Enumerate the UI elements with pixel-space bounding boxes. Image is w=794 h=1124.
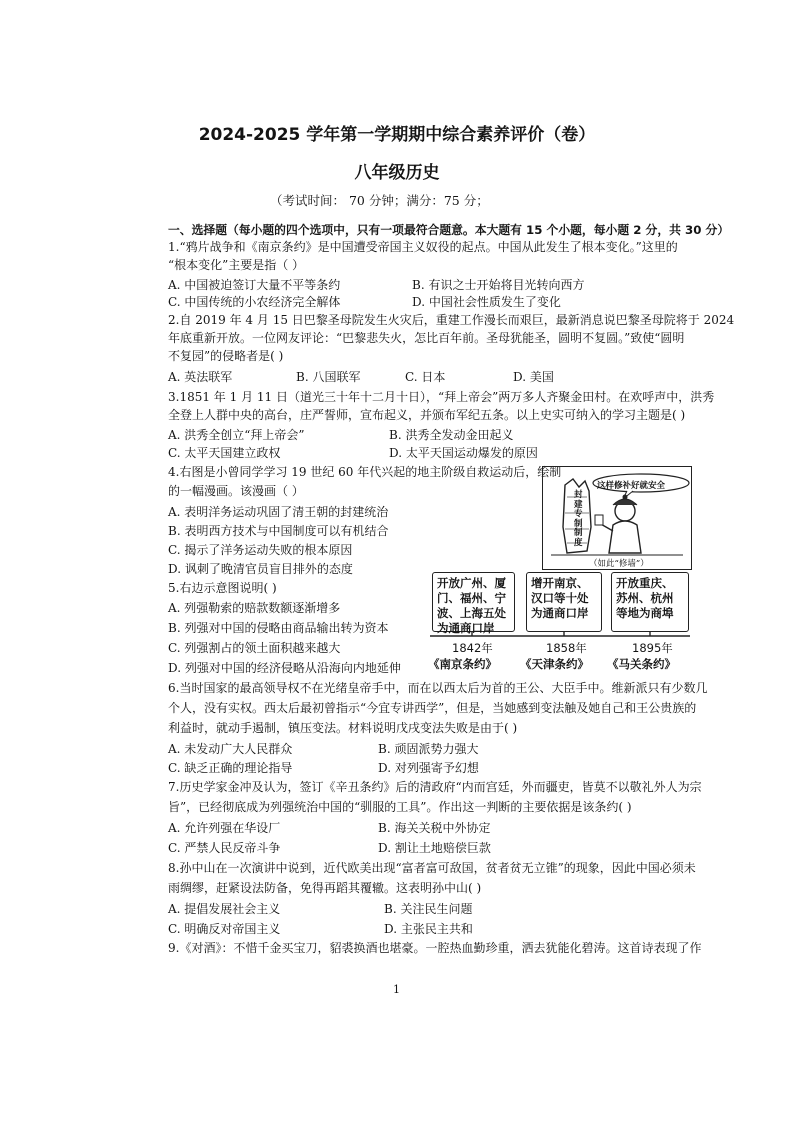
q8-stem-line1: 8.孙中山在一次演讲中说到，近代欧美出现“富者富可敌国，贫者贫无立锥”的现象，因此中国必须未 [168,861,696,875]
exam-title: 2024-2025 学年第一学期期中综合素养评价（卷） [198,125,596,145]
timeline-box-1895: 开放重庆、苏州、杭州等地为商埠 [611,572,689,632]
q6-option-c: C. 缺乏正确的理论指导 [168,761,293,775]
q6-stem-line2: 个人，没有实权。西太后最初曾指示“今宜专讲西学”，但是，当她感到变法触及她自己和王公贵族的 [168,701,697,715]
q4-option-b: B. 表明西方技术与中国制度可以有机结合 [168,524,389,538]
q2-option-a: A. 英法联军 [168,370,233,384]
timeline-box-1842: 开放广州、厦门、福州、宁波、上海五处为通商口岸 [432,572,515,632]
q4-option-d: D. 讽刺了晚清官员盲目排外的态度 [168,562,353,576]
timeline-box-1858: 增开南京、汉口等十处为通商口岸 [526,572,602,632]
exam-subject: 八年级历史 [354,163,440,183]
q5-stem: 5.右边示意图说明( ) [168,581,277,595]
q6-option-a: A. 未发动广大人民群众 [168,742,293,756]
timeline-treaty-nanjing: 《南京条约》 [428,657,497,671]
q1-option-a: A. 中国被迫签订大量不平等条约 [168,278,341,292]
q7-stem-line1: 7.历史学家金冲及认为，签订《辛丑条约》后的清政府“内而宫廷，外而疆吏，皆莫不以敬礼外人为宗 [168,780,702,794]
q7-option-d: D. 割让土地赔偿巨款 [378,841,491,855]
q5-option-b: B. 列强对中国的侵略由商品输出转为资本 [168,621,389,635]
cartoon-caption: （如此“修墙”） [589,559,649,569]
q1-stem-line2: “根本变化”主要是指（ ） [168,258,305,272]
q7-option-c: C. 严禁人民反帝斗争 [168,841,281,855]
q8-stem-line2: 雨绸缪，赶紧设法防备，免得再蹈其覆辙。这表明孙中山( ) [168,881,482,895]
q4-stem-line1: 4.右图是小曾同学学习 19 世纪 60 年代兴起的地主阶级自救运动后，绘制 [168,465,562,479]
q5-option-c: C. 列强割占的领土面积越来越大 [168,641,341,655]
q5-option-a: A. 列强勒索的赔款数额逐渐增多 [168,601,341,615]
q6-stem-line1: 6.当时国家的最高领导权不在光绪皇帝手中，而在以西太后为首的王公、大臣手中。维新派只有少数几 [168,681,708,695]
cartoon-wall-text: 封建专制制度 [574,490,583,548]
q4-option-c: C. 揭示了洋务运动失败的根本原因 [168,543,353,557]
timeline-year-1842: 1842年 [452,641,493,655]
q1-option-d: D. 中国社会性质发生了变化 [412,295,561,309]
q3-stem-line1: 3.1851 年 1 月 11 日（道光三十年十二月十日），“拜上帝会”两万多人齐聚金田村。在欢呼声中，洪秀 [168,390,715,404]
exam-info: （考试时间： 70 分钟；满分：75 分； [270,193,489,208]
q2-stem-line3: 不复园”的侵略者是( ) [168,349,284,363]
q4-stem-line2: 的一幅漫画。该漫画（ ） [168,484,304,498]
timeline-treaty-maguan: 《马关条约》 [607,657,676,671]
q1-stem-line1: 1.“鸦片战争和《南京条约》是中国遭受帝国主义奴役的起点。中国从此发生了根本变化。”这里的 [168,240,678,254]
q3-option-b: B. 洪秀全发动金田起义 [389,428,514,442]
q7-option-b: B. 海关关税中外协定 [378,821,491,835]
q5-option-d: D. 列强对中国的经济侵略从沿海向内地延伸 [168,661,401,675]
q9-stem-line1: 9.《对酒》：不惜千金买宝刀，貂裘换酒也堪豪。一腔热血勤珍重，洒去犹能化碧涛。这首诗表现了作 [168,941,702,955]
q1-option-b: B. 有识之士开始将目光转向西方 [412,278,585,292]
q6-stem-line3: 利益时，就动手遏制，镇压变法。材料说明戊戌变法失败是由于( ) [168,721,518,735]
q2-option-c: C. 日本 [405,370,446,384]
section-heading: 一、选择题（每小题的四个选项中，只有一项最符合题意。本大题有 15 个小题，每小题 2 分，共 30 分） [168,223,730,237]
timeline-year-1858: 1858年 [546,641,587,655]
q8-option-b: B. 关注民生问题 [384,902,473,916]
q4-option-a: A. 表明洋务运动巩固了清王朝的封建统治 [168,505,389,519]
timeline-treaty-tianjin: 《天津条约》 [520,657,589,671]
q1-option-c: C. 中国传统的小农经济完全解体 [168,295,341,309]
q8-option-d: D. 主张民主共和 [384,922,473,936]
q2-stem-line1: 2.自 2019 年 4 月 15 日巴黎圣母院发生火灾后，重建工作漫长而艰巨，最新消息说巴黎圣母院将于 2024 [168,313,735,327]
page-number: 1 [393,983,400,996]
q8-option-a: A. 提倡发展社会主义 [168,902,281,916]
q6-option-d: D. 对列强寄予幻想 [378,761,479,775]
q3-option-c: C. 太平天国建立政权 [168,446,281,460]
q2-stem-line2: 年底重新开放。一位网友评论：“巴黎悲失火，怎比百年前。圣母犹能圣，圆明不复圆。”致使“圆明 [168,331,685,345]
q3-option-a: A. 洪秀全创立“拜上帝会” [168,428,305,442]
q3-option-d: D. 太平天国运动爆发的原因 [389,446,538,460]
cartoon-speech-text: 这样修补好就安全 [597,481,666,491]
q6-option-b: B. 顽固派势力强大 [378,742,479,756]
q2-option-d: D. 美国 [513,370,554,384]
q4-cartoon [542,466,692,570]
q7-option-a: A. 允许列强在华设厂 [168,821,281,835]
q7-stem-line2: 旨”，已经彻底成为列强统治中国的“驯服的工具”。作出这一判断的主要依据是该条约( ) [168,800,632,814]
timeline-year-1895: 1895年 [632,641,673,655]
q3-stem-line2: 全登上人群中央的高台，庄严誓师，宣布起义，并颁布军纪五条。以上史实可纳入的学习主题是( ) [168,408,686,422]
q8-option-c: C. 明确反对帝国主义 [168,922,281,936]
q2-option-b: B. 八国联军 [296,370,361,384]
